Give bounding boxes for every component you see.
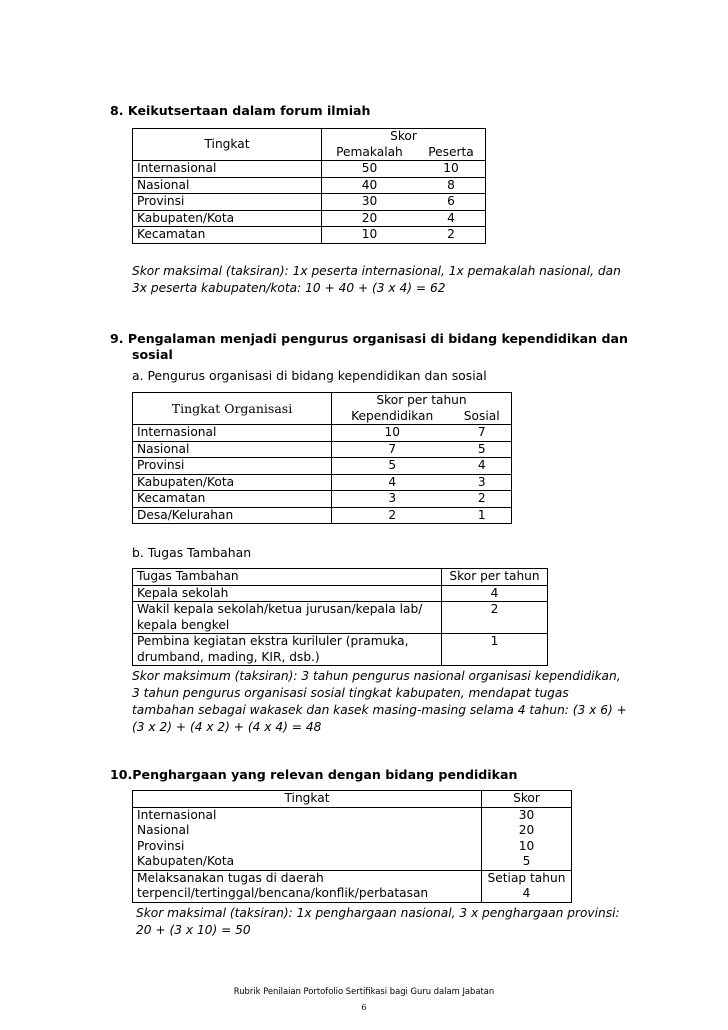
header-skor: Skor: [482, 791, 572, 808]
cell-tugas-line-2: drumband, mading, KIR, dsb.): [137, 649, 320, 664]
table-row: [133, 585, 548, 602]
section-9-heading-line-2: sosial: [132, 347, 173, 362]
cell-peserta: 6: [417, 194, 486, 211]
header-tingkat: Tingkat: [133, 791, 482, 808]
cell-tingkat-line-2: terpencil/tertinggal/bencana/konflik/perbatasan: [137, 886, 429, 900]
cell-tingkat: Internasional: [133, 807, 482, 823]
header-tingkat-organisasi: Tingkat Organisasi: [133, 393, 332, 425]
section-9-note-line-3: tambahan sebagai wakasek dan kasek masing-masing selama 4 tahun: (3 x 6) +: [132, 703, 627, 717]
cell-sosial: 2: [452, 491, 511, 508]
table-row: [133, 194, 486, 211]
cell-skor: 2: [442, 602, 548, 634]
cell-pemakalah: 20: [322, 210, 417, 227]
table-row: [133, 602, 548, 634]
cell-tingkat: Nasional: [133, 823, 482, 839]
section-10-note-line-1: Skor maksimal (taksiran): 1x penghargaan nasional, 3 x penghargaan provinsi:: [136, 906, 620, 920]
cell-pemakalah: 10: [322, 227, 417, 244]
cell-skor: 5: [482, 854, 572, 870]
cell-sosial: 4: [452, 458, 511, 475]
header-sosial: Sosial: [452, 409, 511, 425]
cell-tugas-line-1: Wakil kepala sekolah/ketua jurusan/kepala lab/: [137, 602, 423, 616]
table-row: [133, 177, 486, 194]
header-kependidikan: Kependidikan: [332, 409, 453, 425]
table-row: [133, 807, 572, 823]
cell-tingkat: [133, 870, 482, 902]
header-skor-per-tahun: Skor per tahun: [442, 569, 548, 586]
cell-peserta: 8: [417, 177, 486, 194]
penghargaan-table: [132, 790, 572, 903]
cell-tingkat: Kabupaten/Kota: [133, 854, 482, 870]
cell-peserta: 4: [417, 210, 486, 227]
cell-peserta: 10: [417, 161, 486, 178]
cell-tingkat: Kabupaten/Kota: [133, 210, 322, 227]
section-9b-title: b. Tugas Tambahan: [132, 545, 252, 560]
cell-kependidikan: 10: [332, 425, 453, 442]
cell-kependidikan: 7: [332, 441, 453, 458]
footer-title: Rubrik Penilaian Portofolio Sertifikasi bagi Guru dalam Jabatan: [233, 986, 495, 996]
table-row: [133, 839, 572, 855]
cell-tingkat: Internasional: [133, 161, 322, 178]
table-row: [133, 870, 572, 902]
table-row: [133, 227, 486, 244]
cell-tingkat-line-1: Melaksanakan tugas di daerah: [137, 870, 324, 885]
cell-pemakalah: 50: [322, 161, 417, 178]
cell-sosial: 1: [452, 507, 511, 524]
section-8-heading: 8. Keikutsertaan dalam forum ilmiah: [110, 103, 371, 118]
cell-tingkat: Kecamatan: [133, 491, 332, 508]
cell-tingkat: Provinsi: [133, 839, 482, 855]
cell-kependidikan: 3: [332, 491, 453, 508]
cell-tugas: [133, 634, 442, 666]
table-row: [133, 458, 512, 475]
header-tingkat: Tingkat: [133, 129, 322, 161]
cell-kependidikan: 5: [332, 458, 453, 475]
section-8-note-line-1: Skor maksimal (taksiran): 1x peserta internasional, 1x pemakalah nasional, dan: [132, 264, 621, 278]
section-9-heading-line-1: 9. Pengalaman menjadi pengurus organisasi di bidang kependidikan dan: [110, 331, 628, 346]
cell-tugas: [133, 602, 442, 634]
cell-tingkat: Provinsi: [133, 194, 322, 211]
pengurus-organisasi-table: [132, 392, 512, 524]
table-row: [133, 441, 512, 458]
cell-kependidikan: 2: [332, 507, 453, 524]
cell-skor: 10: [482, 839, 572, 855]
cell-tugas-line-1: Pembina kegiatan ekstra kuriluler (pramuka,: [137, 634, 409, 648]
table-row: [133, 425, 512, 442]
table-row: [133, 854, 572, 870]
tugas-tambahan-table: [132, 568, 548, 666]
cell-skor: [482, 870, 572, 902]
cell-peserta: 2: [417, 227, 486, 244]
forum-ilmiah-table: [132, 128, 486, 244]
cell-skor-line-2: 4: [522, 886, 531, 900]
section-10-heading: 10.Penghargaan yang relevan dengan bidang pendidikan: [110, 767, 518, 782]
table-row: [133, 634, 548, 666]
section-9-note-line-2: 3 tahun pengurus organisasi sosial tingkat kabupaten, mendapat tugas: [132, 686, 569, 700]
cell-kependidikan: 4: [332, 474, 453, 491]
cell-pemakalah: 40: [322, 177, 417, 194]
cell-tingkat: Internasional: [133, 425, 332, 442]
cell-skor: 30: [482, 807, 572, 823]
cell-skor: 4: [442, 585, 548, 602]
table-row: [133, 491, 512, 508]
cell-sosial: 3: [452, 474, 511, 491]
table-row: [133, 823, 572, 839]
header-pemakalah: Pemakalah: [322, 145, 417, 161]
table-row: [133, 210, 486, 227]
header-skor: Skor: [322, 129, 486, 145]
section-9-note-line-1: Skor maksimum (taksiran): 3 tahun pengurus nasional organisasi kependidikan,: [132, 669, 621, 683]
cell-skor: 1: [442, 634, 548, 666]
table-row: [133, 474, 512, 491]
header-peserta: Peserta: [417, 145, 486, 161]
section-8-note-line-2: 3x peserta kabupaten/kota: 10 + 40 + (3 x 4) = 62: [132, 281, 446, 295]
cell-tingkat: Nasional: [133, 441, 332, 458]
cell-sosial: 7: [452, 425, 511, 442]
section-10-note-line-2: 20 + (3 x 10) = 50: [136, 923, 251, 937]
cell-tingkat: Kabupaten/Kota: [133, 474, 332, 491]
header-tugas-tambahan: Tugas Tambahan: [133, 569, 442, 586]
cell-tingkat: Nasional: [133, 177, 322, 194]
cell-pemakalah: 30: [322, 194, 417, 211]
cell-tingkat: Desa/Kelurahan: [133, 507, 332, 524]
cell-skor-line-1: Setiap tahun: [487, 870, 566, 885]
cell-tugas-line-2: kepala bengkel: [137, 617, 230, 632]
cell-sosial: 5: [452, 441, 511, 458]
header-skor-per-tahun: Skor per tahun: [332, 393, 512, 409]
section-9-note-line-4: (3 x 2) + (4 x 2) + (4 x 4) = 48: [132, 720, 322, 734]
cell-skor: 20: [482, 823, 572, 839]
table-row: [133, 161, 486, 178]
section-9a-title: a. Pengurus organisasi di bidang kependidikan dan sosial: [132, 368, 487, 383]
table-row: [133, 507, 512, 524]
cell-tingkat: Kecamatan: [133, 227, 322, 244]
cell-tingkat: Provinsi: [133, 458, 332, 475]
page-number: 6: [361, 1002, 367, 1012]
cell-tugas: Kepala sekolah: [133, 585, 442, 602]
